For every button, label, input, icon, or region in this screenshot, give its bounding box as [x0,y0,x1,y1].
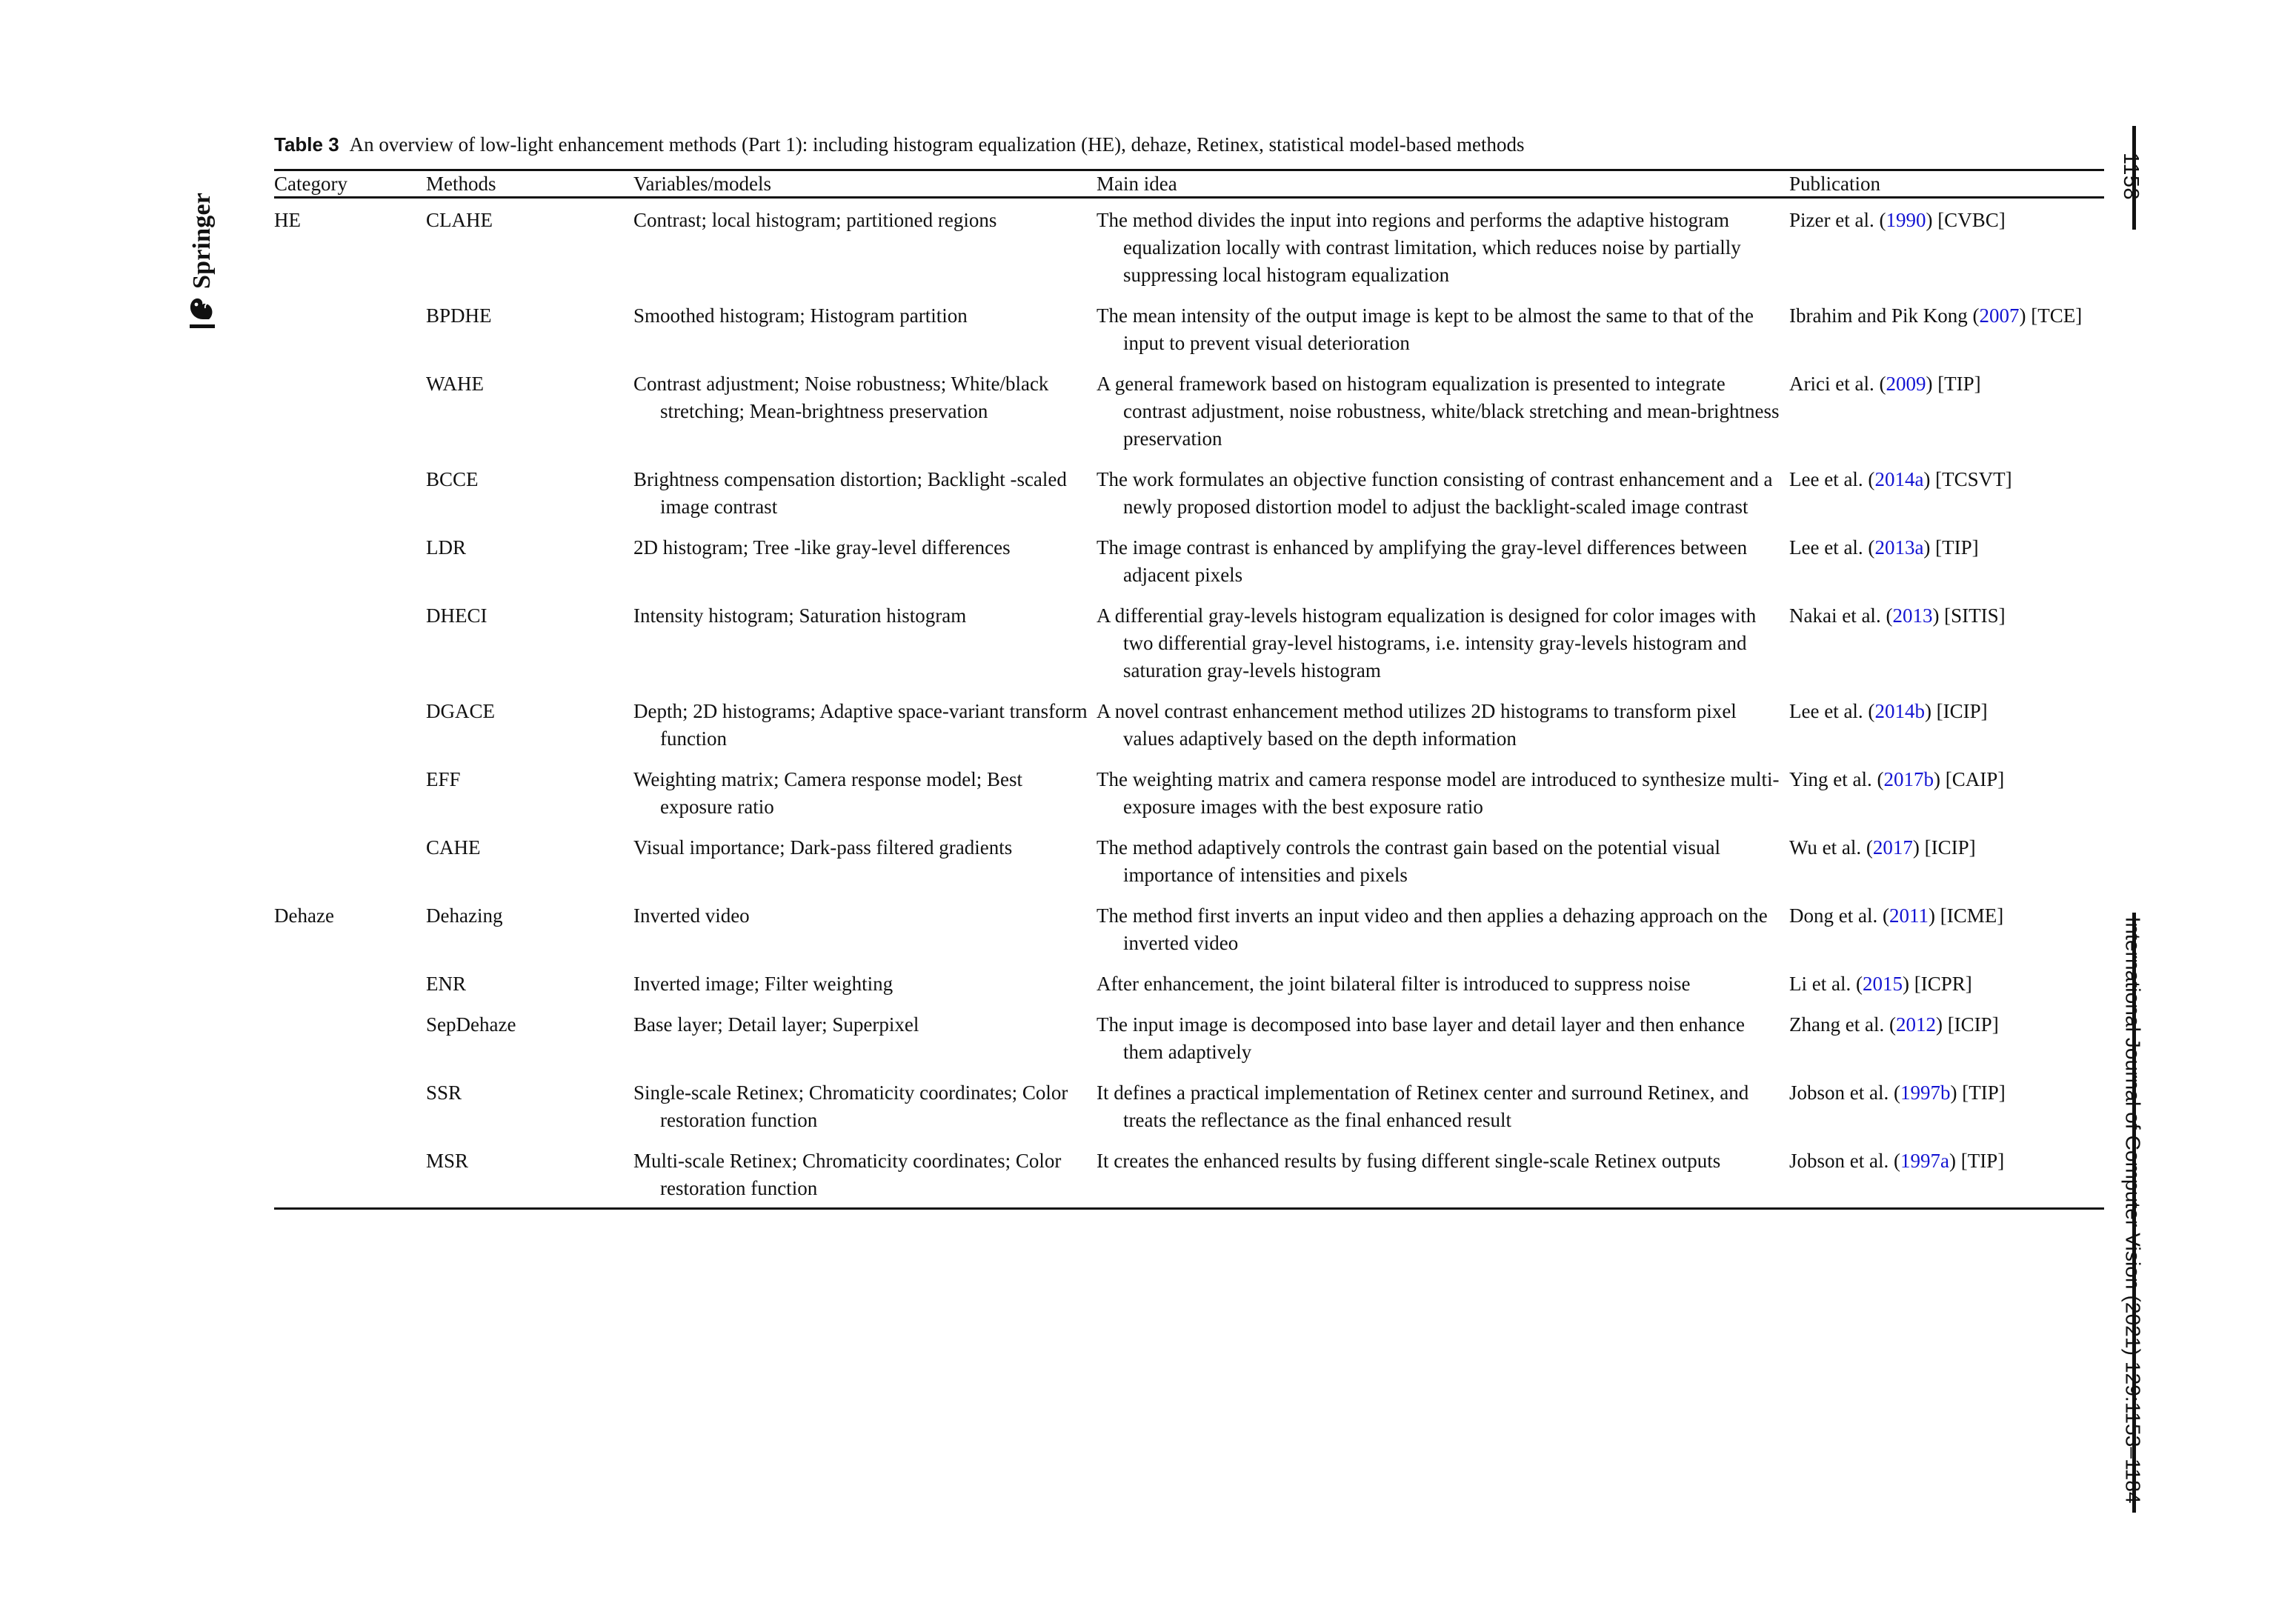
page-number: 1158 [2119,152,2143,201]
table-row [274,826,2104,894]
cell-category [274,458,426,526]
cell-variables-text: Smoothed histogram; Histogram partition [633,304,968,327]
publication-venue: ) [ICPR] [1902,973,1972,995]
cell-variables-text: Weighting matrix; Camera response model; Best exposure ratio [633,768,1022,818]
cell-method: CAHE [426,836,481,859]
table-row [274,894,2104,962]
cell-main-idea [1097,1071,1789,1139]
cell-publication [1789,962,2104,1003]
cell-variables [633,458,1097,526]
cell-method: EFF [426,768,461,790]
cell-variables [633,594,1097,690]
table-row [274,362,2104,458]
cell-main-idea [1097,826,1789,894]
cell-variables-text: Single-scale Retinex; Chromaticity coordinates; Color restoration function [633,1082,1068,1131]
table-caption [274,132,1763,157]
cell-variables [633,362,1097,458]
publication-year-link[interactable]: 2007 [1979,304,2020,327]
cell-publication [1789,758,2104,826]
publication-author: Zhang et al. ( [1789,1013,1896,1036]
cell-category [274,362,426,458]
publication-author: Dong et al. ( [1789,904,1889,927]
publication-author: Nakai et al. ( [1789,604,1893,627]
publication-venue: ) [SITIS] [1932,604,2006,627]
cell-publication [1789,458,2104,526]
cell-publication [1789,826,2104,894]
cell-main-idea-text: The method adaptively controls the contrast gain based on the potential visual importance of intensities and pixels [1097,836,1721,886]
cell-method: MSR [426,1150,469,1172]
publication-year-link[interactable]: 2012 [1895,1013,1936,1036]
springer-logo [169,133,236,326]
cell-main-idea-text: It creates the enhanced results by fusing different single-scale Retinex outputs [1097,1150,1721,1172]
table-row [274,294,2104,362]
cell-variables [633,826,1097,894]
cell-publication [1789,1139,2104,1209]
publication-venue: ) [ICIP] [1912,836,1976,859]
publication-year-link[interactable]: 1997a [1900,1150,1949,1172]
publication-author: Lee et al. ( [1789,468,1875,490]
publication-venue: ) [CAIP] [1933,768,2005,790]
cell-main-idea-text: The method first inverts an input video and then applies a dehazing approach on the inverted video [1097,904,1768,954]
publication-year-link[interactable]: 2013 [1892,604,1933,627]
publication-venue: ) [TIP] [1950,1082,2006,1104]
cell-publication [1789,362,2104,458]
cell-category [274,758,426,826]
publication-author: Arici et al. ( [1789,373,1886,395]
publication-reference [1789,698,2104,725]
publication-venue: ) [ICME] [1928,904,2004,927]
cell-main-idea [1097,294,1789,362]
table-row [274,1071,2104,1139]
cell-category [274,1071,426,1139]
cell-variables [633,690,1097,758]
cell-variables [633,894,1097,962]
cell-publication [1789,894,2104,962]
cell-main-idea [1097,526,1789,594]
cell-variables-text: Multi-scale Retinex; Chromaticity coordinates; Color restoration function [633,1150,1062,1199]
publication-author: Lee et al. ( [1789,536,1875,559]
table-row [274,594,2104,690]
table-row [274,690,2104,758]
cell-publication [1789,690,2104,758]
cell-category: HE [274,209,301,231]
publication-year-link[interactable]: 2017 [1872,836,1913,859]
publication-author: Ying et al. ( [1789,768,1884,790]
cell-main-idea-text: It defines a practical implementation of Retinex center and surround Retinex, and treats the reflectance as the final enhanced result [1097,1082,1749,1131]
publication-reference [1789,1147,2104,1175]
cell-publication [1789,199,2104,294]
cell-method: DGACE [426,700,495,722]
table-3 [274,169,2104,1210]
column-header-main-idea: Main idea [1097,173,1177,195]
cell-variables-text: 2D histogram; Tree -like gray-level differences [633,536,1011,559]
publication-author: Pizer et al. ( [1789,209,1886,231]
cell-publication [1789,1071,2104,1139]
running-head: International Journal of Computer Vision (2021) 129:1153–1184 [2121,916,2145,1504]
publication-reference [1789,766,2104,793]
springer-wordmark: Springer [188,192,216,289]
column-header-publication: Publication [1789,173,1880,195]
publication-venue: ) [ICIP] [1924,700,1988,722]
cell-variables-text: Intensity histogram; Saturation histogram [633,604,967,627]
publication-venue: ) [ICIP] [1935,1013,1999,1036]
publication-year-link[interactable]: 1997b [1900,1082,1951,1104]
publication-author: Li et al. ( [1789,973,1863,995]
publication-author: Ibrahim and Pik Kong ( [1789,304,1980,327]
cell-main-idea [1097,199,1789,294]
cell-method: DHECI [426,604,488,627]
cell-main-idea [1097,690,1789,758]
publication-reference [1789,1011,2104,1039]
publication-reference [1789,466,2104,493]
table-caption-text: An overview of low-light enhancement methods (Part 1): including histogram equalization (HE), dehaze, Retinex, statistical model-based methods [349,133,1525,156]
cell-main-idea [1097,1139,1789,1209]
cell-main-idea [1097,362,1789,458]
table-body [274,199,2104,1209]
cell-variables [633,962,1097,1003]
cell-main-idea [1097,1003,1789,1071]
column-header-variables: Variables/models [633,173,771,195]
publication-venue: ) [CVBC] [1926,209,2006,231]
cell-main-idea-text: The weighting matrix and camera response model are introduced to synthesize multi-exposure images with the best exposure ratio [1097,768,1780,818]
column-header-methods: Methods [426,173,496,195]
publication-year-link[interactable]: 2014b [1874,700,1925,722]
publication-reference [1789,834,2104,862]
cell-publication [1789,294,2104,362]
publication-venue: ) [TIP] [1923,536,1979,559]
cell-main-idea [1097,458,1789,526]
cell-method: CLAHE [426,209,493,231]
cell-category: Dehaze [274,904,334,927]
cell-method: ENR [426,973,466,995]
cell-variables-text: Inverted video [633,904,750,927]
cell-main-idea-text: The image contrast is enhanced by amplifying the gray-level differences between adjacent pixels [1097,536,1748,586]
cell-category [274,690,426,758]
cell-variables-text: Brightness compensation distortion; Backlight -scaled image contrast [633,468,1067,518]
publication-year-link[interactable]: 2014a [1874,468,1924,490]
table-caption-label: Table 3 [274,133,339,156]
cell-variables [633,1003,1097,1071]
cell-variables [633,1071,1097,1139]
cell-variables-text: Visual importance; Dark-pass filtered gradients [633,836,1013,859]
publication-year-link[interactable]: 2013a [1874,536,1924,559]
publication-reference [1789,602,2104,630]
cell-main-idea [1097,962,1789,1003]
table-row [274,1139,2104,1209]
cell-variables-text: Contrast; local histogram; partitioned regions [633,209,997,231]
cell-category [274,594,426,690]
cell-variables [633,526,1097,594]
cell-category [274,826,426,894]
cell-category [274,962,426,1003]
publication-year-link[interactable]: 2015 [1862,973,1903,995]
table-row [274,758,2104,826]
publication-year-link[interactable]: 1990 [1886,209,1926,231]
cell-main-idea-text: A novel contrast enhancement method utilizes 2D histograms to transform pixel values adaptively based on the depth information [1097,700,1737,750]
cell-variables [633,1139,1097,1209]
publication-venue: ) [TIP] [1949,1150,2005,1172]
cell-publication [1789,594,2104,690]
table-row [274,526,2104,594]
cell-main-idea-text: After enhancement, the joint bilateral filter is introduced to suppress noise [1097,973,1691,995]
cell-method: BPDHE [426,304,492,327]
cell-main-idea-text: The mean intensity of the output image is kept to be almost the same to that of the input to prevent visual deterioration [1097,304,1754,354]
cell-publication [1789,526,2104,594]
springer-logo-icon [188,296,216,328]
cell-category [274,294,426,362]
cell-category [274,1003,426,1071]
publication-reference [1789,302,2104,330]
publication-author: Lee et al. ( [1789,700,1875,722]
publication-reference [1789,370,2104,398]
publication-venue: ) [TIP] [1926,373,1981,395]
cell-main-idea-text: The work formulates an objective function consisting of contrast enhancement and a newly proposed distortion model to adjust the backlight-scaled image contrast [1097,468,1773,518]
publication-author: Jobson et al. ( [1789,1082,1900,1104]
publication-reference [1789,970,2104,998]
cell-method: WAHE [426,373,484,395]
cell-variables-text: Depth; 2D histograms; Adaptive space-variant transform function [633,700,1088,750]
cell-variables [633,199,1097,294]
publication-author: Jobson et al. ( [1789,1150,1900,1172]
cell-main-idea-text: The input image is decomposed into base layer and detail layer and then enhance them adaptively [1097,1013,1745,1063]
publication-year-link[interactable]: 2011 [1889,904,1929,927]
publication-author: Wu et al. ( [1789,836,1873,859]
publication-reference [1789,902,2104,930]
cell-method: SSR [426,1082,462,1104]
table-row [274,1003,2104,1071]
cell-method: LDR [426,536,466,559]
publication-reference [1789,207,2104,234]
cell-variables [633,294,1097,362]
publication-venue: ) [TCE] [2019,304,2083,327]
publication-year-link[interactable]: 2017b [1883,768,1934,790]
table-row [274,458,2104,526]
cell-main-idea-text: The method divides the input into regions and performs the adaptive histogram equalization locally with contrast limitation, which reduces noise by partially suppressing local histogram equalization [1097,209,1741,286]
cell-variables [633,758,1097,826]
table-rule-bottom [274,1209,2104,1210]
cell-variables-text: Inverted image; Filter weighting [633,973,894,995]
table-row [274,199,2104,294]
table-row [274,962,2104,1003]
table-header-row [274,171,2104,198]
column-header-category: Category [274,173,347,195]
cell-main-idea-text: A general framework based on histogram equalization is presented to integrate contrast adjustment, noise robustness, white/black stretching and mean-brightness preservation [1097,373,1780,450]
publication-reference [1789,534,2104,561]
cell-publication [1789,1003,2104,1071]
cell-category [274,1139,426,1209]
cell-variables-text: Base layer; Detail layer; Superpixel [633,1013,919,1036]
cell-method: SepDehaze [426,1013,516,1036]
publication-venue: ) [TCSVT] [1923,468,2012,490]
cell-main-idea [1097,594,1789,690]
cell-main-idea [1097,894,1789,962]
cell-main-idea-text: A differential gray-levels histogram equalization is designed for color images with two differential gray-level histograms, i.e. intensity gray-levels histogram and saturation gray-levels histogram [1097,604,1757,681]
publication-reference [1789,1079,2104,1107]
cell-category [274,526,426,594]
cell-method: Dehazing [426,904,503,927]
publication-year-link[interactable]: 2009 [1886,373,1926,395]
cell-main-idea [1097,758,1789,826]
cell-method: BCCE [426,468,479,490]
cell-variables-text: Contrast adjustment; Noise robustness; White/black stretching; Mean-brightness preservation [633,373,1049,422]
